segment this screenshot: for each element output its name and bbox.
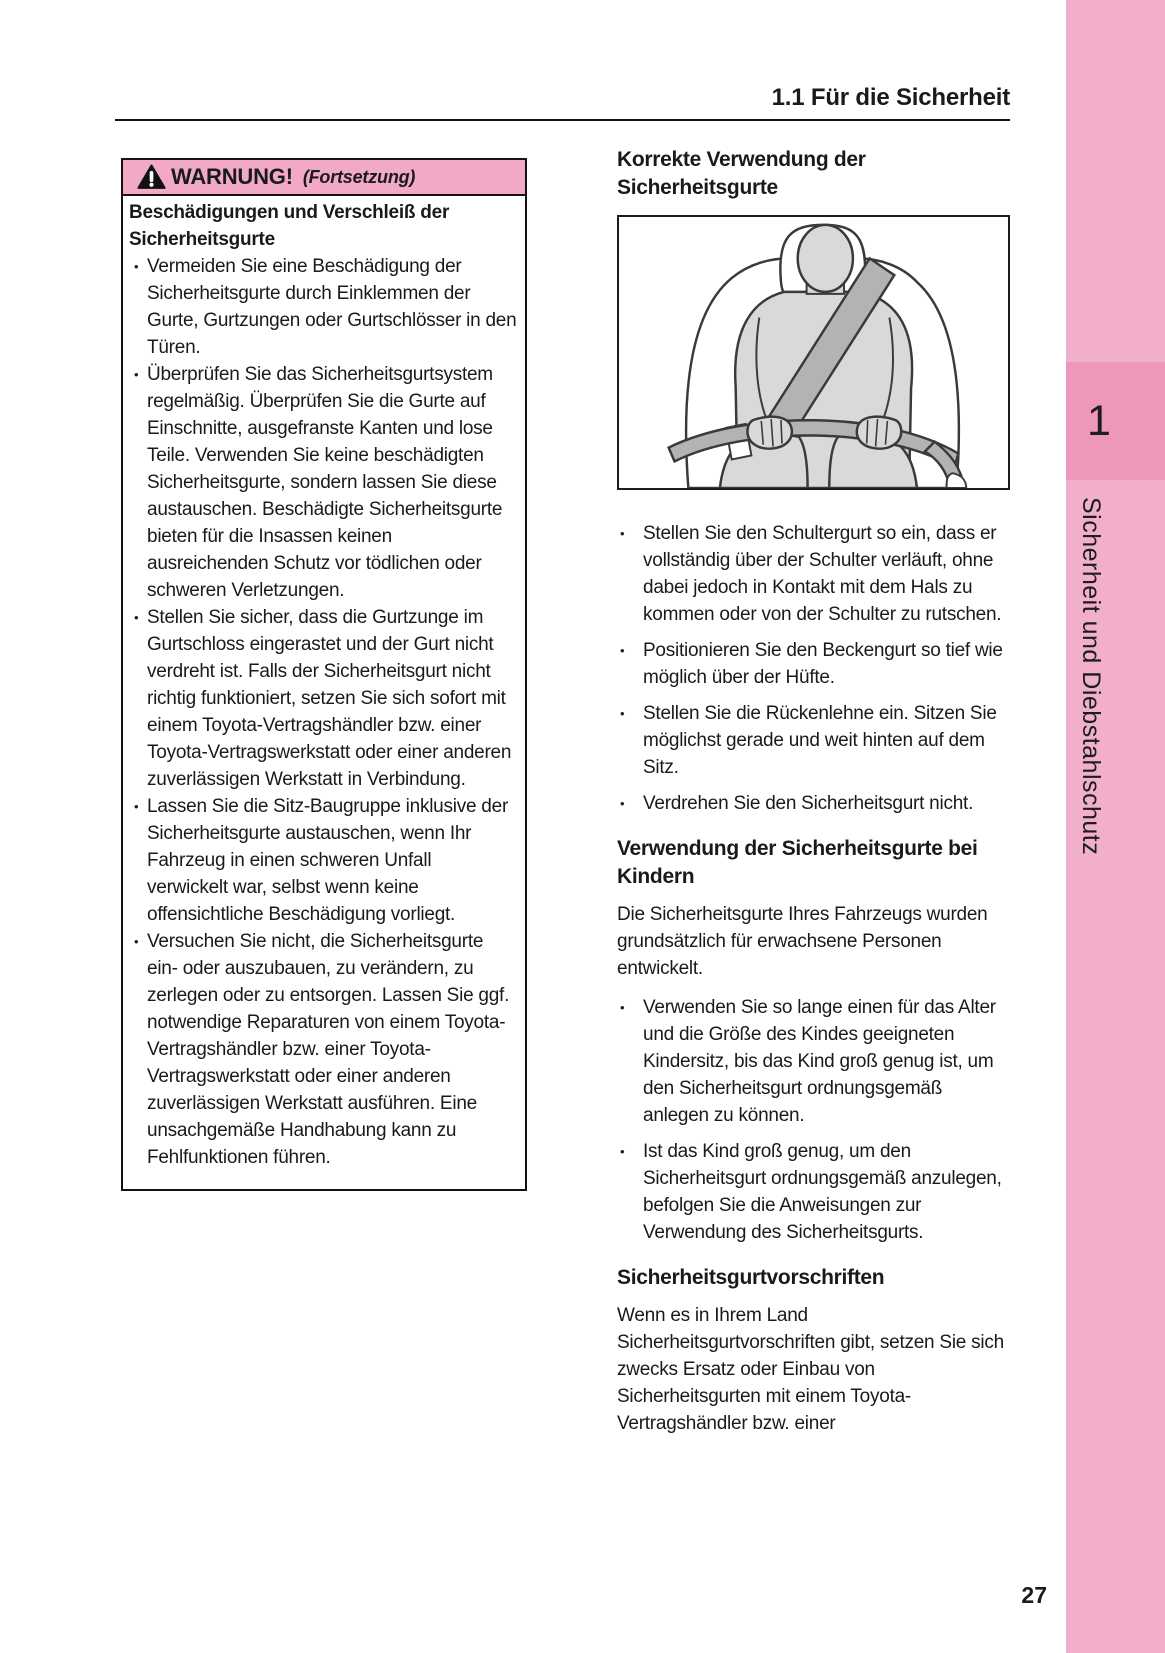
seatbelt-illustration	[617, 215, 1010, 490]
bullet-icon: •	[134, 367, 139, 382]
page-number: 27	[1021, 1582, 1047, 1608]
warning-heading: Beschädigungen und Verschleiß der Sicherheitsgurte	[129, 202, 450, 250]
list-item: • Stellen Sie den Schultergurt so ein, dass er vollständig über der Schulter verläuft, ohne dabei jedoch in Kontakt mit dem Hals zu kommen oder von der Schulter zu rutschen.	[617, 520, 1010, 628]
list-item: • Ist das Kind groß genug, um den Sicherheitsgurt ordnungsgemäß anzulegen, befolgen Sie die Anweisungen zur Verwendung des Sicherheitsgurts.	[617, 1138, 1010, 1246]
warning-box-body	[123, 196, 525, 1189]
list-item: • Positionieren Sie den Beckengurt so tief wie möglich über der Hüfte.	[617, 637, 1010, 691]
header-rule	[115, 119, 1010, 121]
chapter-sidebar	[1066, 0, 1165, 1653]
warning-continuation: (Fortsetzung)	[302, 166, 416, 187]
chapter-number-tab	[1066, 362, 1165, 480]
bullet-icon: •	[134, 610, 139, 625]
regulations-paragraph: Wenn es in Ihrem Land Sicherheitsgurtvorschriften gibt, setzen Sie sich zwecks Ersatz oder Einbau von Sicherheitsgurten mit einem Toyota-Vertragshändler bzw. einer	[617, 1305, 1004, 1434]
list-item: • Stellen Sie sicher, dass die Gurtzunge im Gurtschloss eingerastet und der Gurt nicht verdreht ist. Falls der Sicherheitsgurt nicht richtig funktioniert, setzen Sie sich sofort mit einem Toyota-Vertragshändler bzw. einer Toyota-Vertragswerkstatt oder einer anderen zuverlässigen Werkstatt in Verbindung.	[129, 604, 517, 793]
chapter-number: 1	[1087, 396, 1111, 445]
list-item: • Lassen Sie die Sitz-Baugruppe inklusive der Sicherheitsgurte austauschen, wenn Ihr Fahrzeug in einen schweren Unfall verwickelt war, selbst wenn keine offensichtliche Beschädigung vorliegt.	[129, 793, 517, 928]
bullet-icon: •	[134, 934, 139, 949]
warning-triangle-icon	[137, 164, 166, 190]
bullet-icon: •	[620, 643, 625, 658]
bullet-icon: •	[620, 526, 625, 541]
chapter-label-vertical: Sicherheit und Diebstahlschutz	[1077, 497, 1105, 856]
warning-box-header	[123, 160, 525, 196]
section-heading-children: Verwendung der Sicherheitsgurte bei Kindern	[617, 837, 978, 888]
list-item: • Überprüfen Sie das Sicherheitsgurtsystem regelmäßig. Überprüfen Sie die Gurte auf Einschnitte, ausgefranste Kanten und lose Teile. Verwenden Sie keine beschädigten Sicherheitsgurte, sondern lassen Sie diese austauschen. Beschädigte Sicherheitsgurte bieten für die Insassen keinen ausreichenden Schutz vor tödlichen oder schweren Verletzungen.	[129, 361, 517, 604]
warning-box	[121, 158, 527, 1191]
section-heading-regulations: Sicherheitsgurtvorschriften	[617, 1266, 885, 1289]
children-intro: Die Sicherheitsgurte Ihres Fahrzeugs wurden grundsätzlich für erwachsene Personen entwickelt.	[617, 904, 988, 979]
section-heading-correct-use: Korrekte Verwendung der Sicherheitsgurte	[617, 148, 866, 199]
warning-title: WARNUNG!	[171, 164, 293, 189]
bullet-icon: •	[620, 706, 625, 721]
bullet-icon: •	[134, 259, 139, 274]
page-title: 1.1 Für die Sicherheit	[771, 84, 1010, 111]
bullet-icon: •	[620, 1000, 625, 1015]
list-item: • Versuchen Sie nicht, die Sicherheitsgurte ein- oder auszubauen, zu verändern, zu zerlegen oder zu entsorgen. Lassen Sie ggf. notwendige Reparaturen von einem Toyota-Vertragshändler bzw. einer Toyota-Vertragswerkstatt oder einer anderen zuverlässigen Werkstatt ausführen. Eine unsachgemäße Handhabung kann zu Fehlfunktionen führen.	[129, 928, 517, 1171]
bullet-icon: •	[620, 1144, 625, 1159]
right-column	[617, 146, 1010, 1449]
list-item: • Stellen Sie die Rückenlehne ein. Sitzen Sie möglichst gerade und weit hinten auf dem Sitz.	[617, 700, 1010, 781]
list-item: • Verwenden Sie so lange einen für das Alter und die Größe des Kindes geeigneten Kindersitz, bis das Kind groß genug ist, um den Sicherheitsgurt ordnungsgemäß anlegen zu können.	[617, 994, 1010, 1129]
list-item: • Verdrehen Sie den Sicherheitsgurt nicht.	[617, 790, 1010, 817]
bullet-icon: •	[134, 799, 139, 814]
list-item: • Vermeiden Sie eine Beschädigung der Sicherheitsgurte durch Einklemmen der Gurte, Gurtzungen oder Gurtschlösser in den Türen.	[129, 253, 517, 361]
bullet-icon: •	[620, 796, 625, 811]
